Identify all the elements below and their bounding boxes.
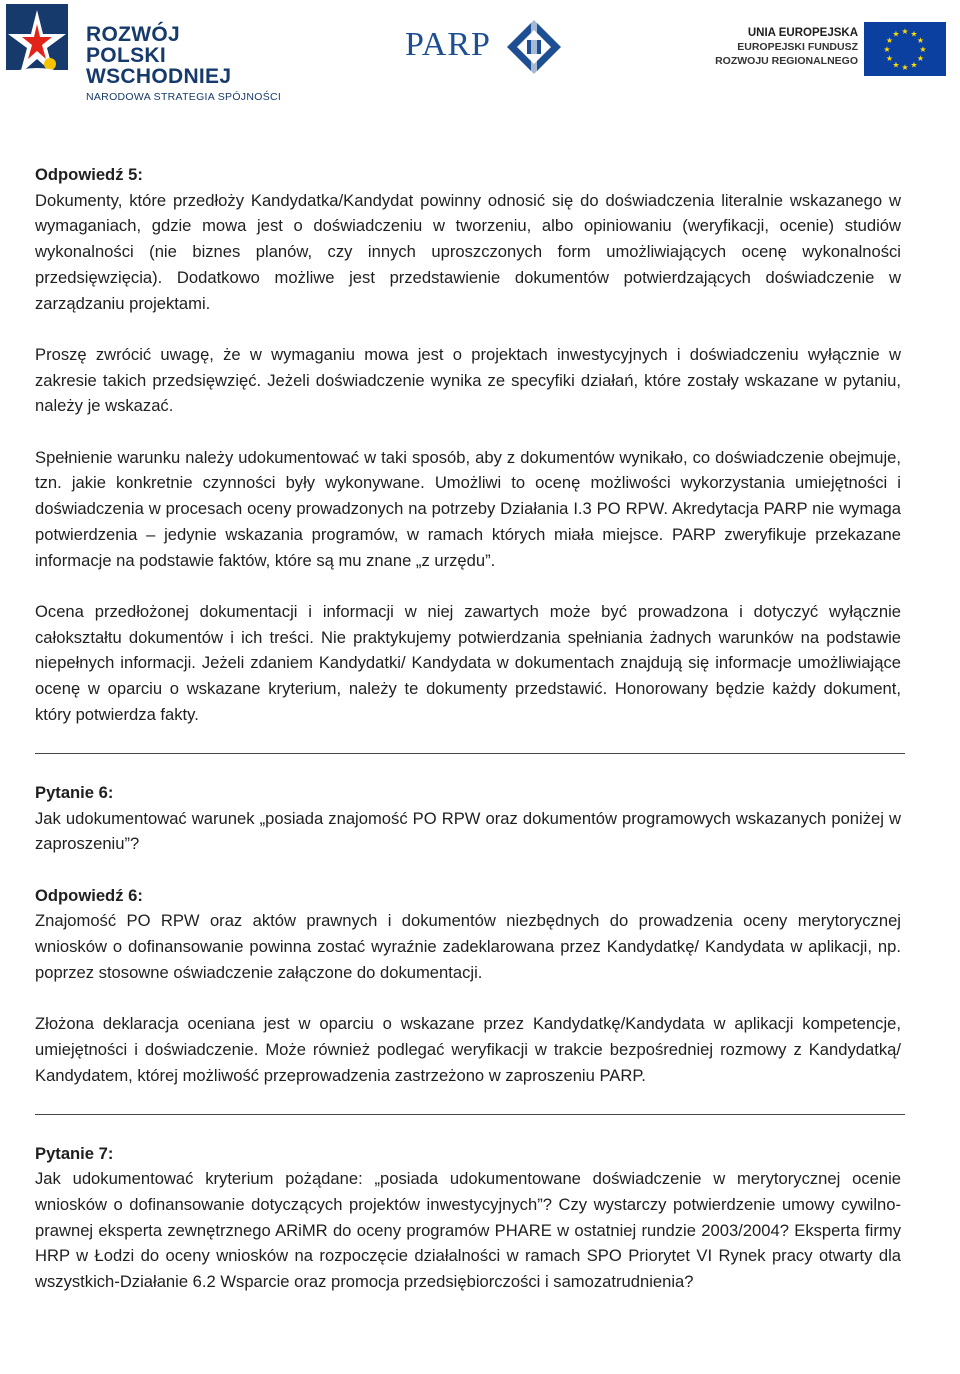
svg-text:★: ★ xyxy=(910,60,918,70)
rozwoj-polski-wschodniej-logo xyxy=(6,4,316,103)
answer-5-paragraph-3: Spełnienie warunku należy udokumentować w taki sposób, aby z dokumentów wynikało, co doświadczenie obejmuje, tzn. jakie konkretnie czynności były wykonywane. Umożliwi to ocenę możliwości wykorzystania umiejętności i doświadczenia w procesach oceny prowadzonych na potrzeby Działania I.3 PO RPW. Akredytacja PARP nie wymaga potwierdzenia – jedynie wskazania programów, w ramach których miała miejsce. PARP zweryfikuje przekazane informacje na podstawie faktów, które są mu znane „z urzędu”. xyxy=(35,447,901,570)
answer-5-heading: Odpowiedź 5: xyxy=(35,165,143,184)
answer-6-heading: Odpowiedź 6: xyxy=(35,885,143,905)
eu-fund-line1: EUROPEJSKI FUNDUSZ xyxy=(737,41,858,53)
svg-text:★: ★ xyxy=(916,36,925,45)
eu-flag-icon xyxy=(864,22,946,76)
eu-erdf-logo xyxy=(714,20,954,78)
question-7-paragraph-1: Jak udokumentować kryterium pożądane: „posiada udokumentowane doświadczenie w merytorycznej ocenie wniosków o dofinansowanie dotyczących projektów inwestycyjnych”? Czy wystarczy potwierdzenie umowy cywilno-prawnej eksperta zewnętrznego ARiMR do oceny programów PHARE w ostatniej rundzie 2003/2004? Eksperta firmy HRP w Łodzi do oceny wniosków na rozpoczęcie działalności w ramach SPO Priorytet VI Rynek pracy otwarty dla wszystkich-Działanie 6.2 Wsparcie oraz promocja przedsiębiorczości i samozatrudnienia? xyxy=(35,1169,901,1292)
svg-text:★: ★ xyxy=(901,63,909,72)
question-7-heading: Pytanie 7: xyxy=(35,1143,114,1163)
answer-5-paragraph-4: Ocena przedłożonej dokumentacji i informacji w niej zawartych może być prowadzona i dotyczyć wyłącznie całokształtu dokumentów i ich treści. Nie praktykujemy potwierdzania spełniania żadnych warunków na podstawie niepełnych informacji. Jeżeli zdaniem Kandydatki/ Kandydata w dokumentach znajdują się informacje umożliwiające ocenę w oparciu o wskazane kryterium, należy te dokumenty przedstawić. Honorowany będzie każdy dokument, który potwierdza fakty. xyxy=(35,601,901,724)
rpw-star-mark-icon xyxy=(6,4,68,84)
answer-5-paragraph-1: Dokumenty, które przedłoży Kandydatka/Kandydat powinny odnosić się do doświadczenia literalnie wskazanego w wymaganiach, gdzie mowa jest o doświadczeniu w tworzeniu, albo opiniowaniu (weryfikacji, ocenie) studiów wykonalności (nie biznes planów, czy innych uproszczonych form umożliwiających ocenę wykonalności przedsięwzięcia). Dodatkowo możliwe jest przedstawienie dokumentów potwierdzających doświadczenie w zarządzaniu projektami. xyxy=(35,190,901,313)
parp-arrow-mark-icon xyxy=(505,18,563,76)
svg-text:★: ★ xyxy=(892,60,900,70)
answer-6-paragraph-2: Złożona deklaracja oceniana jest w oparciu o wskazane przez Kandydatkę/Kandydata w aplikacji kompetencje, umiejętności i doświadczenie. Może również podlegać weryfikacji w trakcie bezpośredniej rozmowy z Kandydatką/ Kandydatem, której możliwość przeprowadzenia zastrzeżono w zaproszeniu PARP. xyxy=(35,1014,901,1085)
svg-text:★: ★ xyxy=(883,45,891,54)
eu-fund-line2: ROZWOJU REGIONALNEGO xyxy=(715,55,858,67)
svg-text:★: ★ xyxy=(916,54,925,63)
svg-text:★: ★ xyxy=(892,29,900,39)
answer-6-paragraph-1: Znajomość PO RPW oraz aktów prawnych i dokumentów niezbędnych do prowadzenia oceny merytorycznej wniosków o dofinansowanie powinna zostać wyraźnie zadeklarowana przez Kandydatkę/ Kandydata w aplikacji, np. poprzez stosowne oświadczenie załączone do dokumentacji. xyxy=(35,911,901,982)
rpw-title-line2: POLSKI WSCHODNIEJ xyxy=(86,44,232,88)
svg-text:★: ★ xyxy=(901,27,909,36)
svg-text:★: ★ xyxy=(910,29,918,39)
document-body xyxy=(35,162,901,1295)
svg-text:★: ★ xyxy=(919,45,927,54)
parp-logo xyxy=(405,18,565,78)
rpw-subtitle: NARODOWA STRATEGIA SPÓJNOŚCI xyxy=(86,91,282,103)
question-6-heading: Pytanie 6: xyxy=(35,782,114,802)
svg-text:★: ★ xyxy=(885,36,894,45)
rpw-title-line1: ROZWÓJ xyxy=(86,23,180,46)
page-header xyxy=(0,0,960,103)
parp-name: PARP xyxy=(405,26,491,63)
question-6-paragraph-1: Jak udokumentować warunek „posiada znajomość PO RPW oraz dokumentów programowych wskazanych poniżej w zaproszeniu”? xyxy=(35,808,901,854)
eu-title: UNIA EUROPEJSKA xyxy=(747,27,858,39)
svg-text:★: ★ xyxy=(885,54,894,63)
answer-5-paragraph-2: Proszę zwrócić uwagę, że w wymaganiu mowa jest o projektach inwestycyjnych i doświadczeniu wyłącznie w zakresie takich przedsięwzięć. Jeżeli doświadczenie wynika ze specyfiki działań, które zostały wskazane w pytaniu, należy je wskazać. xyxy=(35,344,901,416)
